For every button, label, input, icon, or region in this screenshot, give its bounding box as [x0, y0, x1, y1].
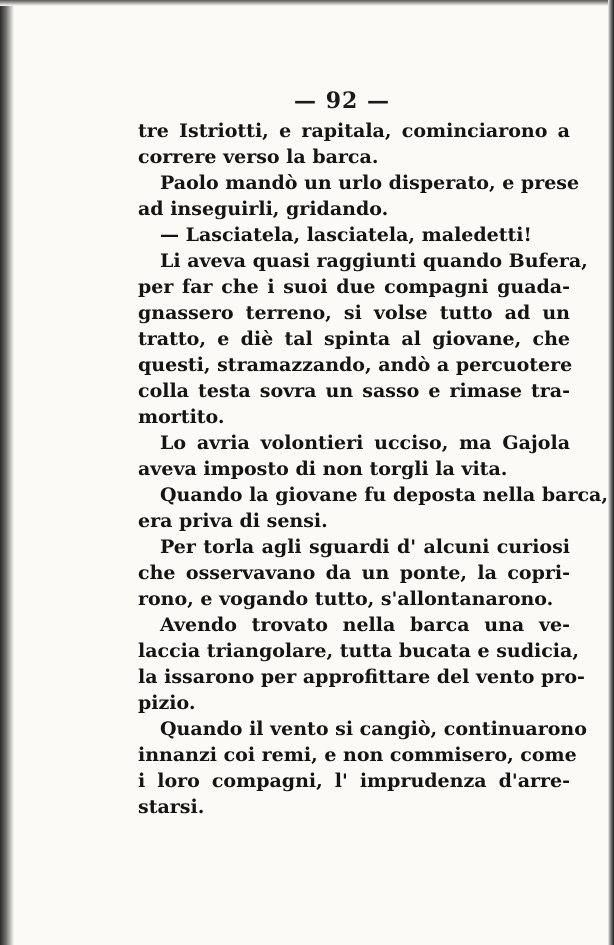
text-line: Avendo trovato nella barca una ve- — [160, 614, 570, 636]
text-line: la issarono per approfittare del vento pro- — [138, 666, 585, 688]
text-line: gnassero terreno, si volse tutto ad un — [138, 302, 570, 324]
text-line: Per torla agli sguardi d' alcuni curiosi — [160, 536, 570, 558]
body-text — [138, 118, 608, 820]
text-line: Quando il vento si cangiò, continuarono — [160, 718, 587, 740]
text-line: mortito. — [138, 406, 225, 428]
text-line: per far che i suoi due compagni guada- — [138, 276, 570, 298]
text-line: tratto, e diè tal spinta al giovane, che — [138, 328, 570, 350]
text-line: correre verso la barca. — [138, 146, 379, 168]
text-line: Lo avria volontieri ucciso, ma Gajola — [160, 432, 570, 454]
text-line: ad inseguirli, gridando. — [138, 198, 389, 220]
text-line: — Lasciatela, lasciatela, maledetti! — [160, 224, 532, 246]
right-edge-shadow — [608, 0, 614, 945]
text-line: pizio. — [138, 692, 196, 714]
text-line: era priva di sensi. — [138, 510, 328, 532]
text-line: questi, stramazzando, andò a percuotere — [138, 354, 573, 376]
page-number: — 92 — — [294, 88, 390, 114]
text-line: che osservavano da un ponte, la copri- — [138, 562, 570, 584]
binding-shadow — [0, 0, 14, 945]
text-line: innanzi coi remi, e non commisero, come — [138, 744, 577, 766]
text-line: starsi. — [138, 796, 205, 818]
top-edge-shadow — [0, 0, 614, 6]
text-line: rono, e vogando tutto, s'allontanarono. — [138, 588, 554, 610]
text-line: laccia triangolare, tutta bucata e sudicia, — [138, 640, 579, 662]
text-line: Li aveva quasi raggiunti quando Bufera, — [160, 250, 588, 272]
text-line: colla testa sovra un sasso e rimase tra- — [138, 380, 570, 402]
text-line: tre Istriotti, e rapitala, cominciarono a — [138, 120, 570, 142]
text-line: i loro compagni, l' imprudenza d'arre- — [138, 770, 570, 792]
text-line: aveva imposto di non torgli la vita. — [138, 458, 508, 480]
text-line: Quando la giovane fu deposta nella barca, — [160, 484, 608, 506]
text-line: Paolo mandò un urlo disperato, e prese — [160, 172, 580, 194]
